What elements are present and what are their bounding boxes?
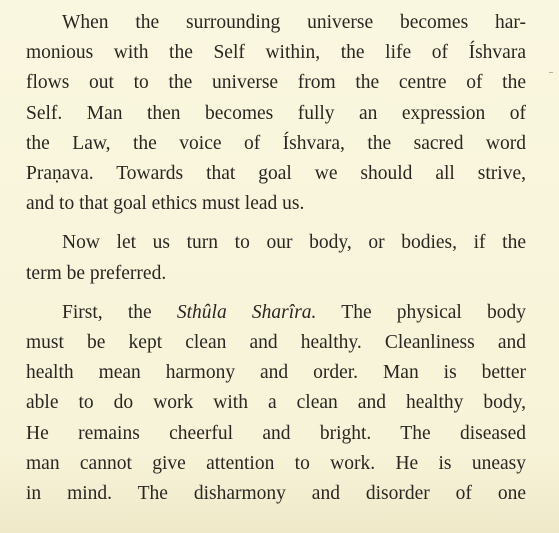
text-line: Self. Man then becomes fully an expression of — [26, 102, 526, 124]
text-line: term be preferred. — [26, 262, 167, 284]
paper-speck — [549, 72, 553, 73]
text-run: The physical body — [316, 301, 527, 323]
text-line: able to do work with a clean and healthy body, — [26, 392, 526, 414]
text-line: Praṇava. Towards that goal we should all strive, — [26, 163, 526, 185]
text-line: in mind. The disharmony and disorder of one — [26, 483, 526, 505]
page-body-text — [26, 8, 526, 518]
text-line: must be kept clean and healthy. Cleanliness and — [26, 332, 526, 354]
text-line: When the surrounding universe becomes har- — [62, 12, 526, 33]
paragraph-sthula-sharira — [26, 298, 526, 509]
text-line-first — [26, 298, 526, 328]
paragraph-body — [26, 228, 526, 288]
text-line: and to that goal ethics must lead us. — [26, 193, 305, 215]
text-line: flows out to the universe from the centre of the — [26, 72, 526, 94]
text-line: He remains cheerful and bright. The diseased — [26, 422, 526, 444]
paragraph-harmony — [26, 8, 526, 219]
text-line: Now let us turn to our body, or bodies, if the — [62, 232, 526, 254]
italic-term: Sthûla Sharîra. — [176, 301, 317, 323]
text-line: health mean harmony and order. Man is better — [26, 362, 526, 384]
text-line: man cannot give attention to work. He is uneasy — [26, 452, 526, 474]
text-line: the Law, the voice of Íshvara, the sacred word — [26, 132, 526, 154]
text-run: First, the — [62, 301, 177, 323]
text-line: monious with the Self within, the life of Íshvara — [26, 42, 526, 64]
